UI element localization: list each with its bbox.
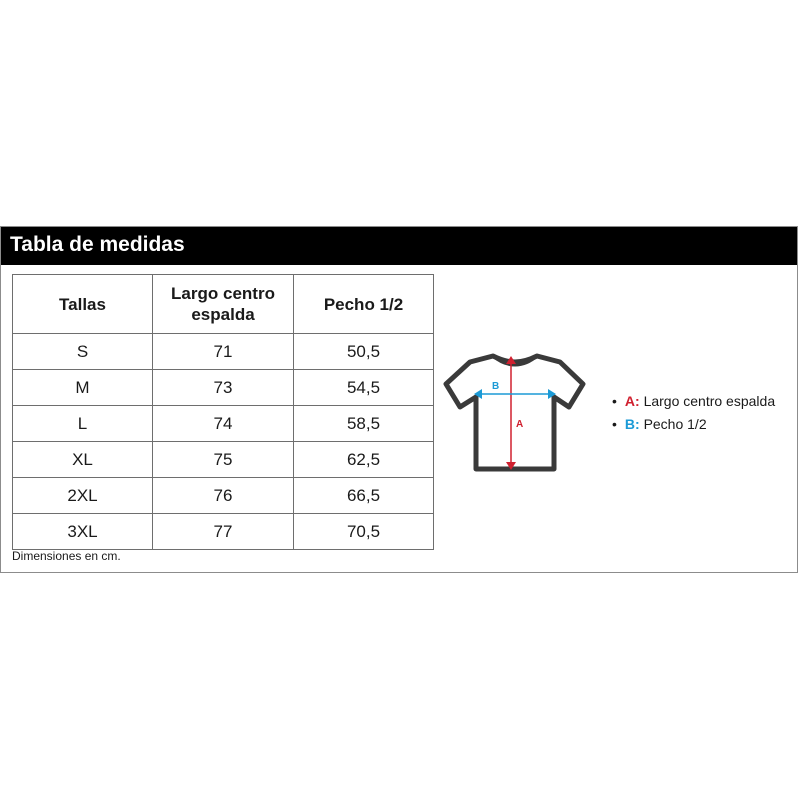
- tshirt-outline: [446, 356, 583, 469]
- legend-b-text: Pecho 1/2: [643, 416, 707, 432]
- header-tallas: Tallas: [13, 275, 153, 334]
- measure-b-label: B: [492, 381, 500, 392]
- size-cell: M: [13, 370, 153, 406]
- largo-cell: 74: [153, 406, 294, 442]
- pecho-cell: 66,5: [294, 478, 434, 514]
- size-cell: XL: [13, 442, 153, 478]
- table-row: [13, 514, 434, 550]
- header-bar: [1, 227, 797, 265]
- largo-cell: 73: [153, 370, 294, 406]
- largo-cell: 75: [153, 442, 294, 478]
- legend-a-key: A:: [624, 393, 640, 409]
- table-row: [13, 370, 434, 406]
- tshirt-diagram: [443, 351, 587, 473]
- pecho-cell: 70,5: [294, 514, 434, 550]
- size-chart-card: [0, 226, 798, 573]
- legend-b-key: B:: [624, 416, 640, 432]
- header-pecho: Pecho 1/2: [294, 275, 434, 334]
- size-cell: S: [13, 334, 153, 370]
- size-table: [12, 274, 434, 550]
- legend-a-text: Largo centro espalda: [643, 393, 776, 409]
- footnote: Dimensiones en cm.: [12, 549, 121, 563]
- pecho-cell: 54,5: [294, 370, 434, 406]
- size-cell: 2XL: [13, 478, 153, 514]
- page-title: Tabla de medidas: [10, 233, 185, 256]
- table-row: [13, 406, 434, 442]
- pecho-cell: 50,5: [294, 334, 434, 370]
- legend: [612, 390, 775, 436]
- legend-item-b: [612, 413, 775, 436]
- largo-cell: 71: [153, 334, 294, 370]
- table-header-row: [13, 275, 434, 334]
- pecho-cell: 62,5: [294, 442, 434, 478]
- header-largo: Largo centro espalda: [153, 275, 294, 334]
- legend-item-a: [612, 390, 775, 413]
- table-row: [13, 334, 434, 370]
- measure-a-label: A: [516, 419, 524, 430]
- size-cell: 3XL: [13, 514, 153, 550]
- pecho-cell: 58,5: [294, 406, 434, 442]
- table-row: [13, 478, 434, 514]
- table-row: [13, 442, 434, 478]
- size-cell: L: [13, 406, 153, 442]
- largo-cell: 76: [153, 478, 294, 514]
- bullet: •: [612, 393, 617, 409]
- bullet: •: [612, 416, 617, 432]
- largo-cell: 77: [153, 514, 294, 550]
